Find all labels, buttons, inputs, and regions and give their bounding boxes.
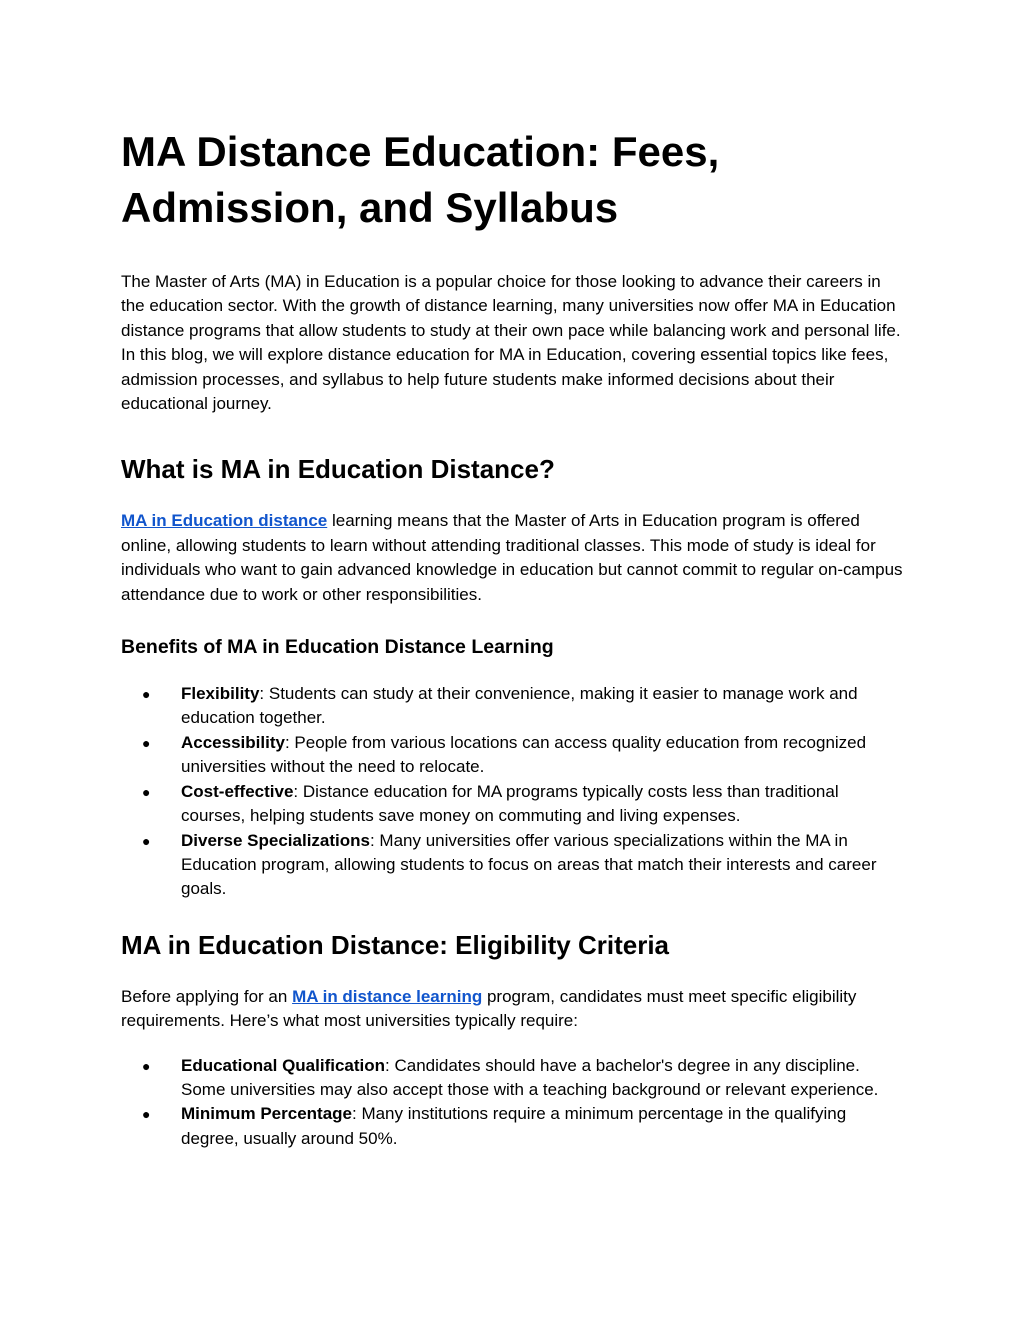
page-title: MA Distance Education: Fees, Admission, and Syllabus <box>121 128 720 231</box>
list-item-text: : People from various locations can access quality education from recognized universities without the need to relocate. <box>181 732 867 777</box>
eligibility-lead-text: Before applying for an <box>121 986 293 1006</box>
section-heading-eligibility: MA in Education Distance: Eligibility Criteria <box>121 929 670 960</box>
list-item-term: Diverse Specializations <box>181 830 370 850</box>
list-item-text: : Distance education for MA programs typically costs less than traditional courses, helping students save money on commuting and living expenses. <box>181 781 839 826</box>
list-item <box>121 1054 904 1103</box>
list-item-term: Flexibility <box>181 684 260 704</box>
list-item <box>121 1102 904 1151</box>
section-heading-benefits: Benefits of MA in Education Distance Learning <box>121 636 554 659</box>
list-item-term: Cost-effective <box>181 781 294 801</box>
ma-distance-learning-link[interactable]: MA in distance learning <box>292 986 483 1006</box>
list-item-term: Accessibility <box>181 732 285 752</box>
list-item <box>121 682 904 731</box>
intro-paragraph: The Master of Arts (MA) in Education is a popular choice for those looking to advance their careers in the education sector. With the growth of distance learning, many universities now offer MA in Education distance programs that allow students to study at their own pace while balancing work and personal life. In this blog, we will explore distance education for MA in Education, covering essential topics like fees, admission processes, and syllabus to help future students make informed decisions about their educational journey. <box>121 272 901 414</box>
bullet-icon: ● <box>142 734 151 751</box>
eligibility-body-text: program, candidates must meet specific eligibility requirements. Here’s what most universities typically require: <box>121 986 857 1031</box>
list-item <box>121 731 904 780</box>
list-item-term: Educational Qualification <box>181 1055 386 1075</box>
eligibility-list <box>121 1054 904 1152</box>
list-item <box>121 780 904 829</box>
list-item-text: : Many institutions require a minimum percentage in the qualifying degree, usually around 50%. <box>181 1104 847 1148</box>
bullet-icon: ● <box>142 832 151 849</box>
bullet-icon: ● <box>142 1057 151 1074</box>
bullet-icon: ● <box>142 686 151 703</box>
eligibility-paragraph <box>121 985 904 1034</box>
what-is-paragraph <box>121 509 904 607</box>
list-item <box>121 829 904 902</box>
list-item-text: : Candidates should have a bachelor's degree in any discipline. Some universities may also accept those with a teaching background or relevant experience. <box>181 1055 879 1099</box>
bullet-icon: ● <box>142 1106 151 1123</box>
bullet-icon: ● <box>142 783 151 800</box>
section-heading-what-is: What is MA in Education Distance? <box>121 454 555 485</box>
list-item-text: : Many universities offer various specializations within the MA in Education program, allowing students to focus on areas that match their interests and career goals. <box>181 830 877 899</box>
what-is-body-text: learning means that the Master of Arts in Education program is offered online, allowing students to learn without attending traditional classes. This mode of study is ideal for individuals who want to gain advanced knowledge in education but cannot commit to regular on-campus attendance due to work or other responsibilities. <box>121 511 903 604</box>
ma-education-distance-link[interactable]: MA in Education distance <box>121 511 328 531</box>
list-item-text: : Students can study at their convenience, making it easier to manage work and education together. <box>181 684 858 728</box>
benefits-list <box>121 682 904 902</box>
list-item-term: Minimum Percentage <box>181 1104 352 1124</box>
